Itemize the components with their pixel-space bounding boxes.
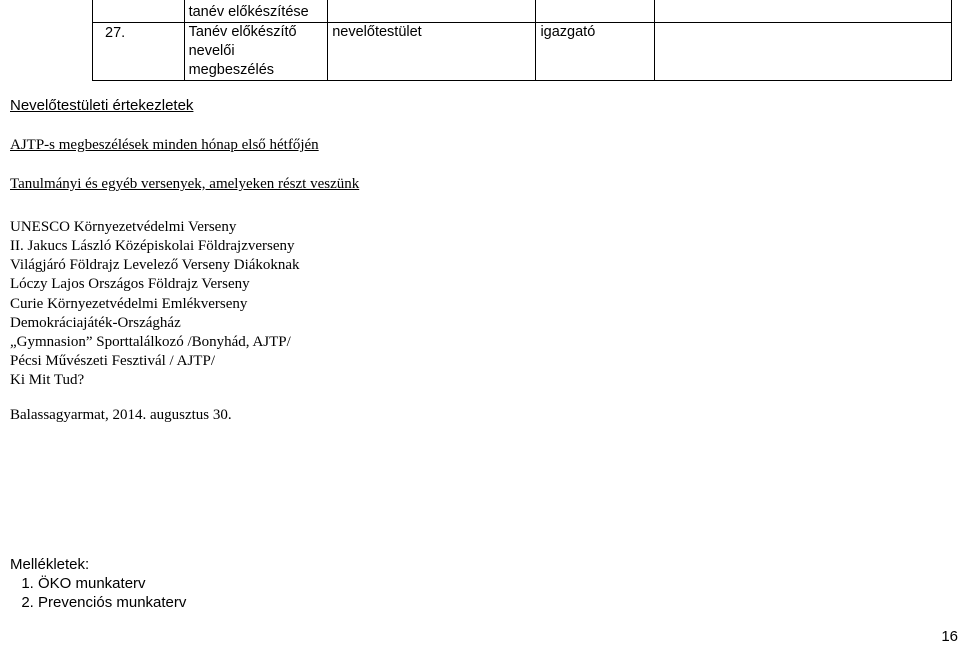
attachments-title: Mellékletek: [10,556,90,573]
attachments-list [10,574,186,612]
row-number-cell [93,23,185,81]
row-number: 27. [105,25,126,41]
table-row [93,23,952,81]
task-line-3: megbeszélés [188,62,275,78]
competitions-heading [10,176,359,193]
competition-item: Demokráciajáték-Országház [10,314,181,331]
staff-meetings-text: Nevelőtestületi értekezletek [10,97,194,114]
competition-item: Pécsi Művészeti Fesztivál / AJTP/ [10,353,215,370]
attachment-item: 2. Prevenciós munkaterv [38,593,186,612]
blank-top-cell [655,0,952,23]
attachment-item: 1. ÖKO munkaterv [38,574,186,593]
responsible-text: igazgató [540,24,596,40]
table-row [93,0,952,23]
competitions-text: Tanulmányi és egyéb versenyek, amelyeken részt veszünk [10,176,360,192]
schedule-table [92,0,952,81]
participants-cell [328,23,536,81]
competitions-list [10,237,300,391]
responsible-top-cell [536,0,655,23]
competition-item: Curie Környezetvédelmi Emlékverseny [10,295,248,312]
competition-item: Lóczy Lajos Országos Földrajz Verseny [10,276,250,293]
task-cell [184,23,328,81]
task-line-2: nevelői [188,43,235,59]
row-number-cell [93,0,185,23]
competition-item: Ki Mit Tud? [10,372,85,389]
task-top-text: tanév előkészítése [188,4,309,20]
ajtp-meetings-heading [10,137,319,154]
responsible-cell [536,23,655,81]
attachments [10,555,186,612]
competition-item: II. Jakucs László Középiskolai Földrajzverseny [10,238,295,254]
signature-line: Balassagyarmat, 2014. augusztus 30. [10,407,232,423]
ajtp-meetings-text: AJTP-s megbeszélések minden hónap első hétfőjén [10,137,319,153]
blank-cell [655,23,952,81]
staff-meetings-heading [10,97,193,114]
competition-item: „Gymnasion” Sporttalálkozó /Bonyhád, AJTP/ [10,334,291,351]
page-number: 16 [941,628,958,645]
task-line-1: Tanév előkészítő [188,24,297,40]
participants-top-cell [328,0,536,23]
task-top-cell [184,0,328,23]
competition-item: Világjáró Földrajz Levelező Verseny Diákoknak [10,257,300,274]
participants-text: nevelőtestület [332,24,422,40]
competition-item: UNESCO Környezetvédelmi Verseny [10,219,237,235]
